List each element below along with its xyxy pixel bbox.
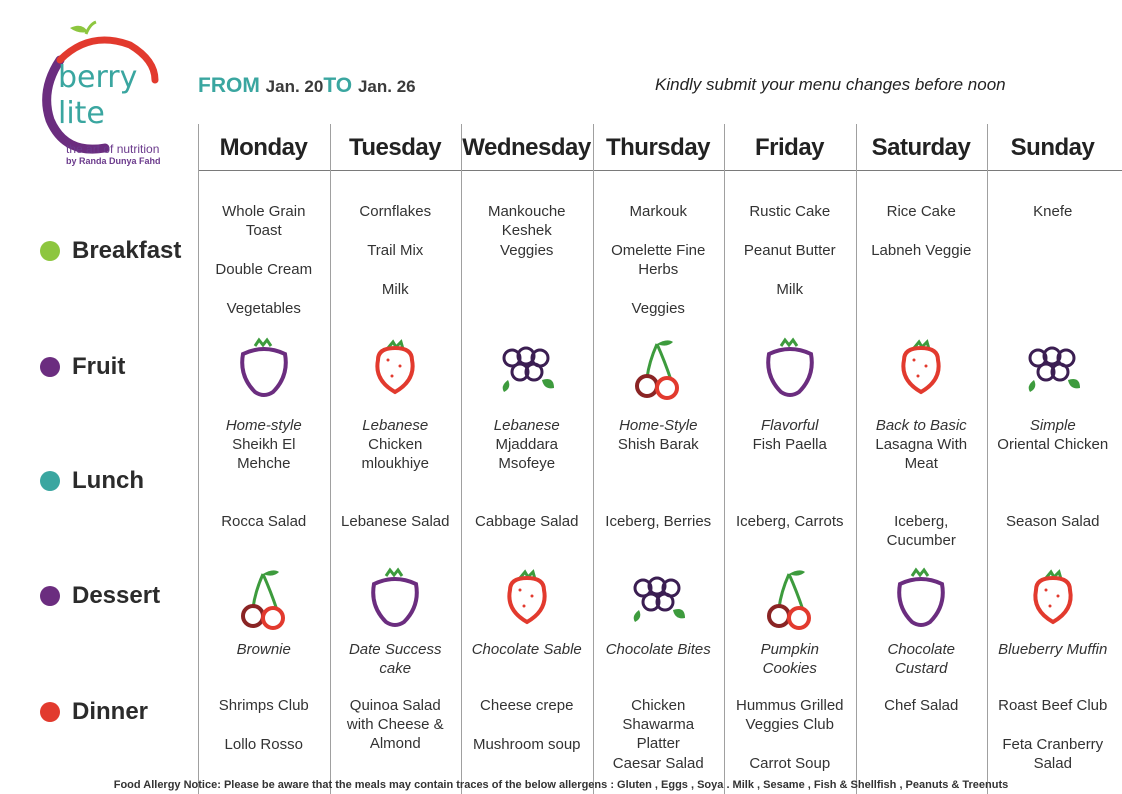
raspberry-icon — [1022, 566, 1084, 630]
category-label: Dessert — [72, 582, 161, 609]
cherry-icon — [233, 566, 295, 630]
lunch-dish: Lasagna With Meat — [875, 436, 968, 472]
breakfast-item: Omelette Fine Herbs — [611, 242, 706, 278]
lunch-style: Home-style — [225, 417, 302, 434]
column-divider — [593, 124, 594, 794]
column-divider — [856, 124, 857, 794]
dessert-item: Date Success cake — [348, 641, 442, 677]
lunch-side: Season Salad — [1006, 513, 1100, 530]
breakfast-item: Labneh Veggie — [871, 242, 972, 259]
logo-tagline: the art of nutrition — [66, 142, 160, 156]
breakfast-item: Double Cream — [215, 261, 313, 278]
dinner-item: Cheese crepe — [480, 697, 574, 714]
category-label: Lunch — [72, 467, 144, 494]
dinner-item: Roast Beef Club — [998, 697, 1108, 714]
lunch-style: Back to Basic — [875, 417, 967, 434]
lunch-side: Rocca Salad — [221, 513, 307, 530]
lunch-dish: Fish Paella — [752, 436, 827, 453]
day-header-sunday: Sunday — [1010, 134, 1095, 161]
lunch-dish: Shish Barak — [617, 436, 699, 453]
breakfast-item: Milk — [381, 281, 409, 298]
dinner-item: Chicken Shawarma Platter — [622, 697, 695, 752]
category-dot — [40, 471, 60, 491]
category-dot — [40, 586, 60, 606]
day-header-saturday: Saturday — [871, 134, 971, 161]
dinner-item: Carrot Soup — [749, 755, 831, 772]
category-label: Dinner — [72, 698, 149, 725]
dinner-item: Mushroom soup — [472, 736, 581, 753]
breakfast-item: Rustic Cake — [749, 203, 831, 220]
category-label: Fruit — [72, 353, 126, 380]
plum-icon — [759, 336, 821, 400]
dessert-item: Pumpkin Cookies — [760, 641, 819, 677]
dinner-item: Feta Cranberry Salad — [1002, 736, 1104, 772]
lunch-dish: Oriental Chicken — [997, 436, 1109, 453]
day-header-friday: Friday — [754, 134, 825, 161]
lunch-style: Lebanese — [493, 417, 560, 434]
day-header-monday: Monday — [219, 134, 308, 161]
dinner-item: Caesar Salad — [612, 755, 704, 772]
breakfast-item: Peanut Butter — [743, 242, 836, 259]
plum-icon — [233, 336, 295, 400]
breakfast-item: Trail Mix — [367, 242, 424, 259]
lunch-style: Simple — [1029, 417, 1076, 434]
category-lunch — [40, 466, 144, 496]
dessert-item: Blueberry Muffin — [998, 641, 1108, 658]
breakfast-item: Knefe — [1033, 203, 1073, 220]
dessert-item: Chocolate Custard — [887, 641, 956, 677]
lunch-side: Iceberg, Berries — [605, 513, 712, 530]
day-header-wednesday: Wednesday — [462, 134, 591, 161]
dinner-item: Chef Salad — [884, 697, 959, 714]
lunch-dish: Chicken mloukhiye — [361, 436, 430, 472]
column-divider — [724, 124, 725, 794]
lunch-dish: Sheikh El Mehche — [232, 436, 296, 472]
lunch-side: Cabbage Salad — [475, 513, 579, 530]
column-divider — [987, 124, 988, 794]
column-divider — [461, 124, 462, 794]
breakfast-item: Whole Grain Toast — [222, 203, 306, 239]
allergy-notice: Food Allergy Notice: Please be aware that the meals may contain traces of the below allergens : Gluten , Eggs , Soya . Milk , Sesame , Fish & Shellfish , Peanuts & Treenuts — [113, 779, 1009, 791]
breakfast-item: Vegetables — [226, 300, 301, 317]
plum-icon — [890, 566, 952, 630]
day-header-thursday: Thursday — [605, 134, 711, 161]
breakfast-item: Milk — [776, 281, 804, 298]
column-divider — [198, 124, 199, 794]
lunch-style: Flavorful — [760, 417, 819, 434]
cherry-icon — [627, 336, 689, 400]
plum-icon — [364, 566, 426, 630]
from-label: FROM — [198, 74, 260, 97]
category-dot — [40, 241, 60, 261]
grapes-icon — [1022, 336, 1084, 400]
logo-text: berry lite — [58, 60, 138, 131]
dinner-item: Lollo Rosso — [224, 736, 303, 753]
breakfast-item: Cornflakes — [359, 203, 432, 220]
category-dot — [40, 357, 60, 377]
lunch-side: Lebanese Salad — [341, 513, 450, 530]
lunch-dish: Mjaddara Msofeye — [495, 436, 559, 472]
breakfast-item: Markouk — [629, 203, 688, 220]
lunch-style: Home-Style — [619, 417, 698, 434]
grapes-icon — [627, 566, 689, 630]
breakfast-item: Mankouche Keshek — [487, 203, 566, 239]
category-dinner — [40, 697, 148, 727]
dessert-item: Chocolate Sable — [471, 641, 582, 658]
dessert-item: Brownie — [236, 641, 291, 658]
dessert-item: Chocolate Bites — [605, 641, 711, 658]
category-fruit — [40, 352, 125, 382]
from-date: Jan. 20 — [265, 77, 324, 96]
column-divider — [330, 124, 331, 794]
logo-byline: by Randa Dunya Fahd — [66, 156, 161, 166]
raspberry-icon — [890, 336, 952, 400]
breakfast-item: Rice Cake — [886, 203, 956, 220]
dinner-item: Quinoa Salad with Cheese & Almond — [346, 697, 444, 752]
menu-change-notice: Kindly submit your menu changes before noon — [655, 75, 1006, 94]
category-dessert — [40, 581, 160, 611]
lunch-side: Iceberg, Cucumber — [886, 513, 956, 549]
breakfast-item: Veggies — [631, 300, 685, 317]
day-header-tuesday: Tuesday — [348, 134, 442, 161]
category-label: Breakfast — [72, 237, 182, 264]
dinner-item: Shrimps Club — [218, 697, 309, 714]
cherry-icon — [759, 566, 821, 630]
dinner-item: Hummus Grilled Veggies Club — [735, 697, 844, 733]
to-label: TO — [323, 74, 353, 97]
breakfast-item: Veggies — [500, 242, 554, 259]
category-breakfast — [40, 236, 181, 266]
raspberry-icon — [496, 566, 558, 630]
raspberry-icon — [364, 336, 426, 400]
date-range — [198, 74, 416, 98]
to-date: Jan. 26 — [357, 77, 416, 96]
lunch-side: Iceberg, Carrots — [735, 513, 844, 530]
lunch-style: Lebanese — [362, 417, 429, 434]
header-divider — [198, 170, 1122, 171]
category-dot — [40, 702, 60, 722]
grapes-icon — [496, 336, 558, 400]
